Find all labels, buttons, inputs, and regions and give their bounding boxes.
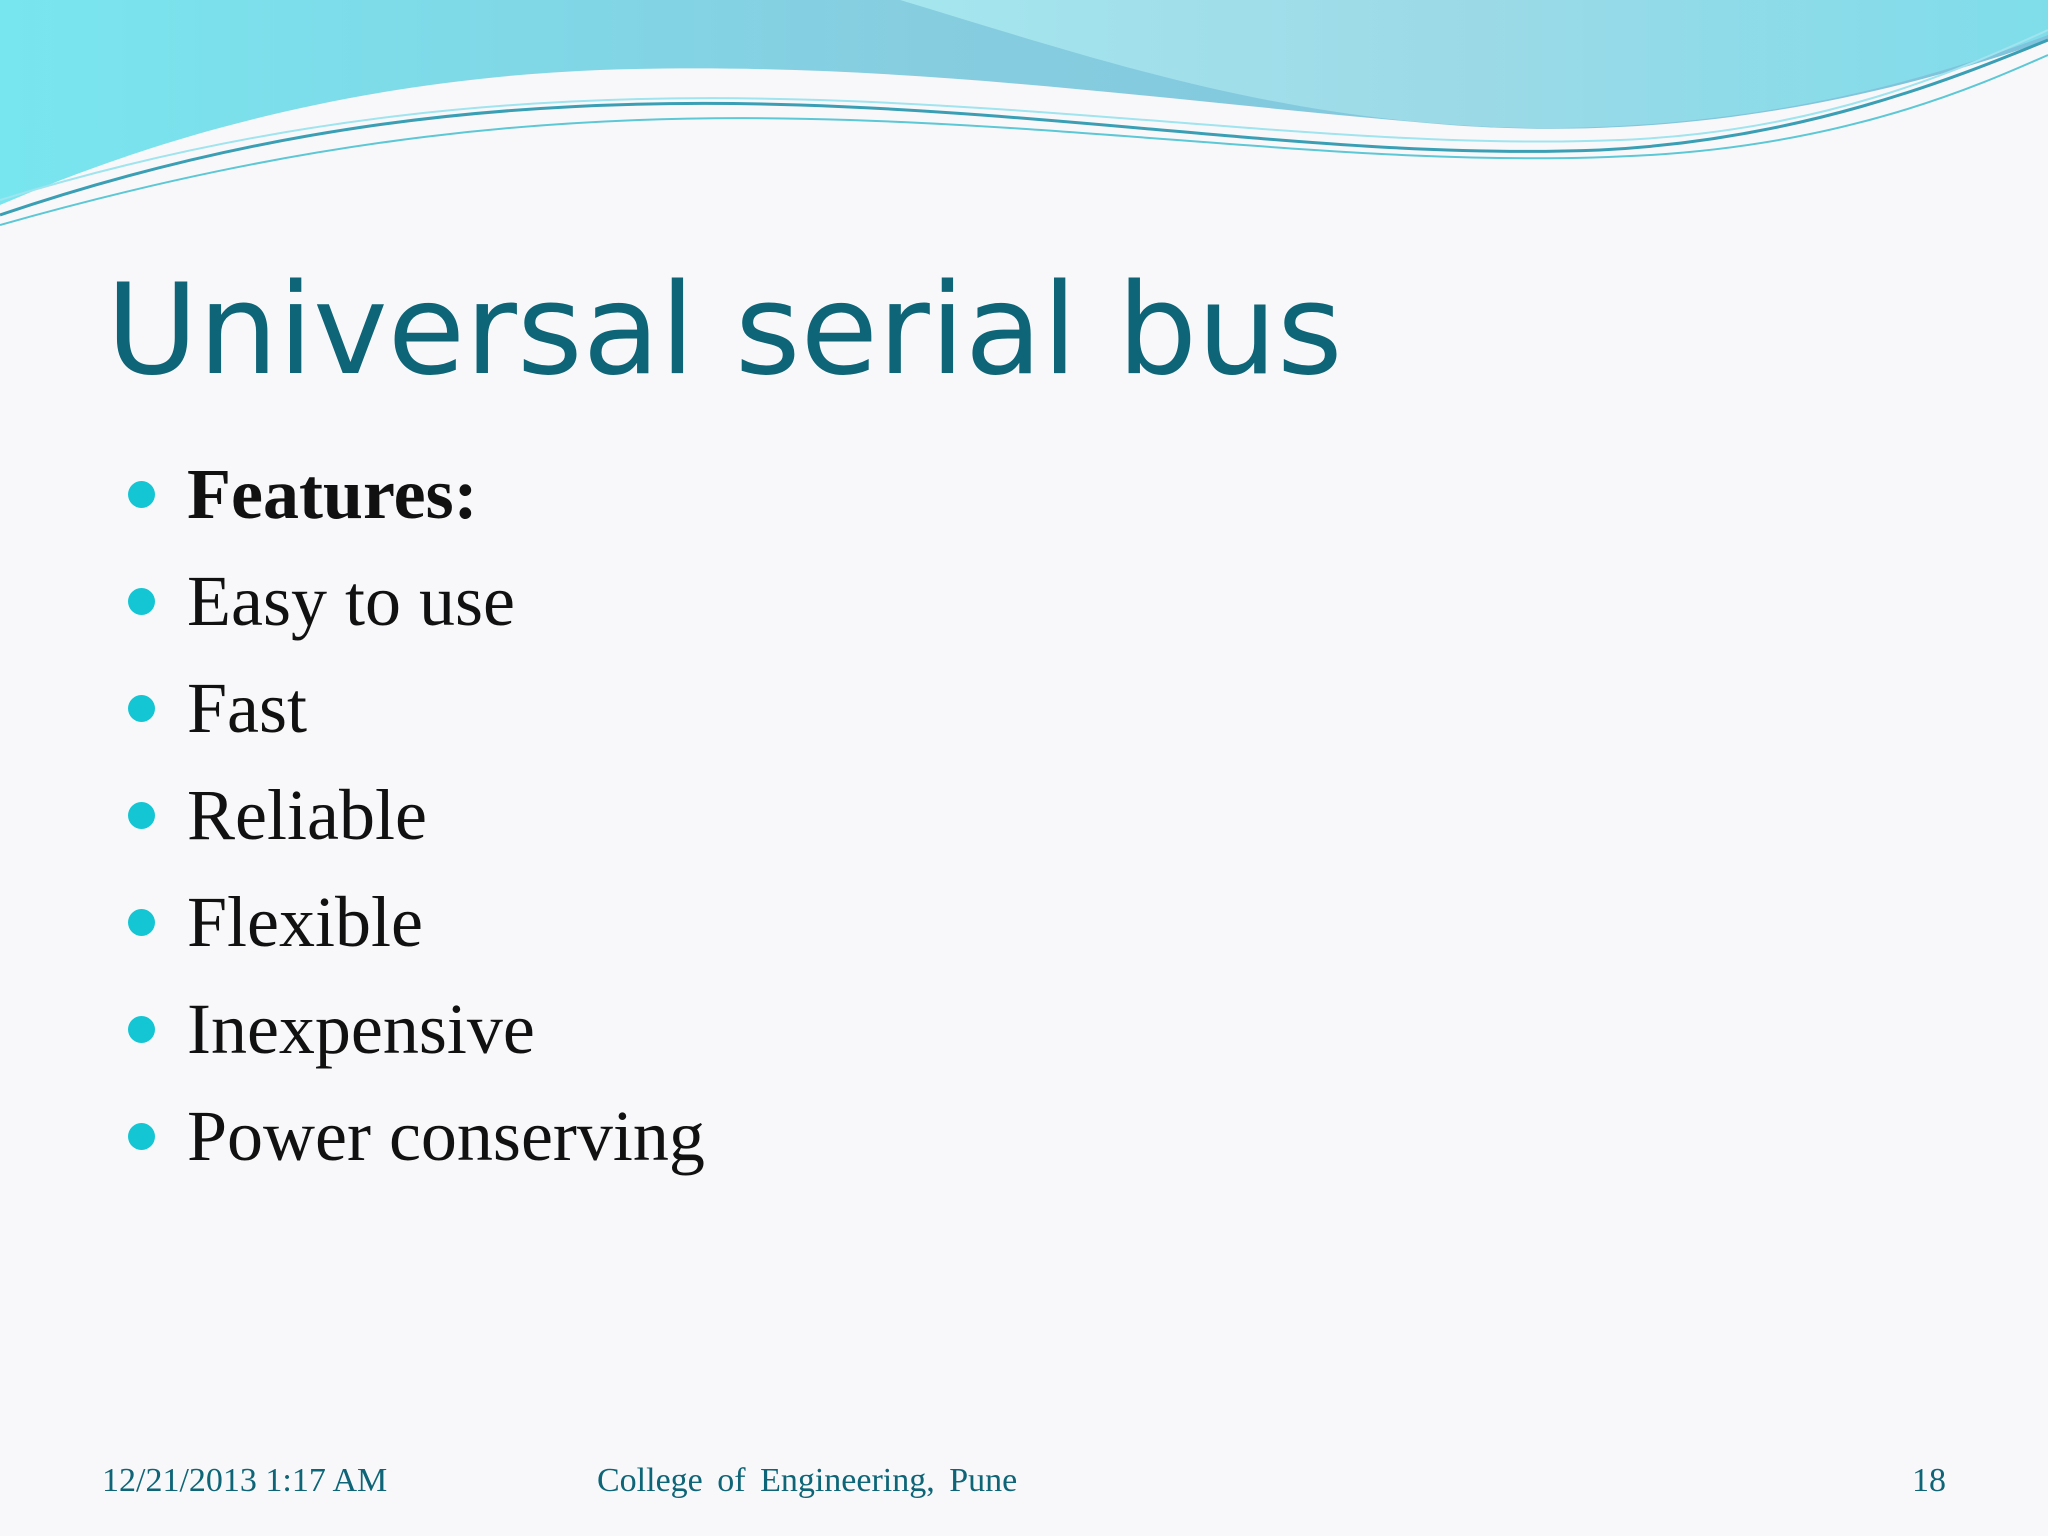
list-item bbox=[128, 441, 705, 548]
bullet-text: Flexible bbox=[187, 882, 423, 962]
bullet-dot-icon bbox=[128, 481, 155, 508]
list-item bbox=[128, 655, 705, 762]
list-item bbox=[128, 869, 705, 976]
footer-date: 12/21/2013 1:17 AM bbox=[102, 1462, 388, 1499]
bullet-dot-icon bbox=[128, 802, 155, 829]
header-wave-decoration bbox=[0, 0, 2048, 240]
bullet-dot-icon bbox=[128, 1123, 155, 1150]
bullet-text: Reliable bbox=[187, 775, 427, 855]
list-item bbox=[128, 976, 705, 1083]
page-number: 18 bbox=[1912, 1462, 1946, 1499]
footer-institution: College of Engineering, Pune bbox=[597, 1462, 1018, 1499]
bullet-text: Fast bbox=[187, 668, 308, 748]
bullet-text: Inexpensive bbox=[187, 989, 535, 1069]
list-item bbox=[128, 548, 705, 655]
slide-title: Universal serial bus bbox=[106, 256, 1343, 403]
list-item bbox=[128, 1083, 705, 1190]
bullet-text: Easy to use bbox=[187, 561, 515, 641]
bullet-dot-icon bbox=[128, 588, 155, 615]
bullet-list bbox=[128, 441, 705, 1190]
bullet-dot-icon bbox=[128, 695, 155, 722]
list-item bbox=[128, 762, 705, 869]
bullet-dot-icon bbox=[128, 1016, 155, 1043]
bullet-dot-icon bbox=[128, 909, 155, 936]
bullet-text: Power conserving bbox=[187, 1096, 705, 1176]
bullet-text: Features: bbox=[187, 454, 478, 534]
